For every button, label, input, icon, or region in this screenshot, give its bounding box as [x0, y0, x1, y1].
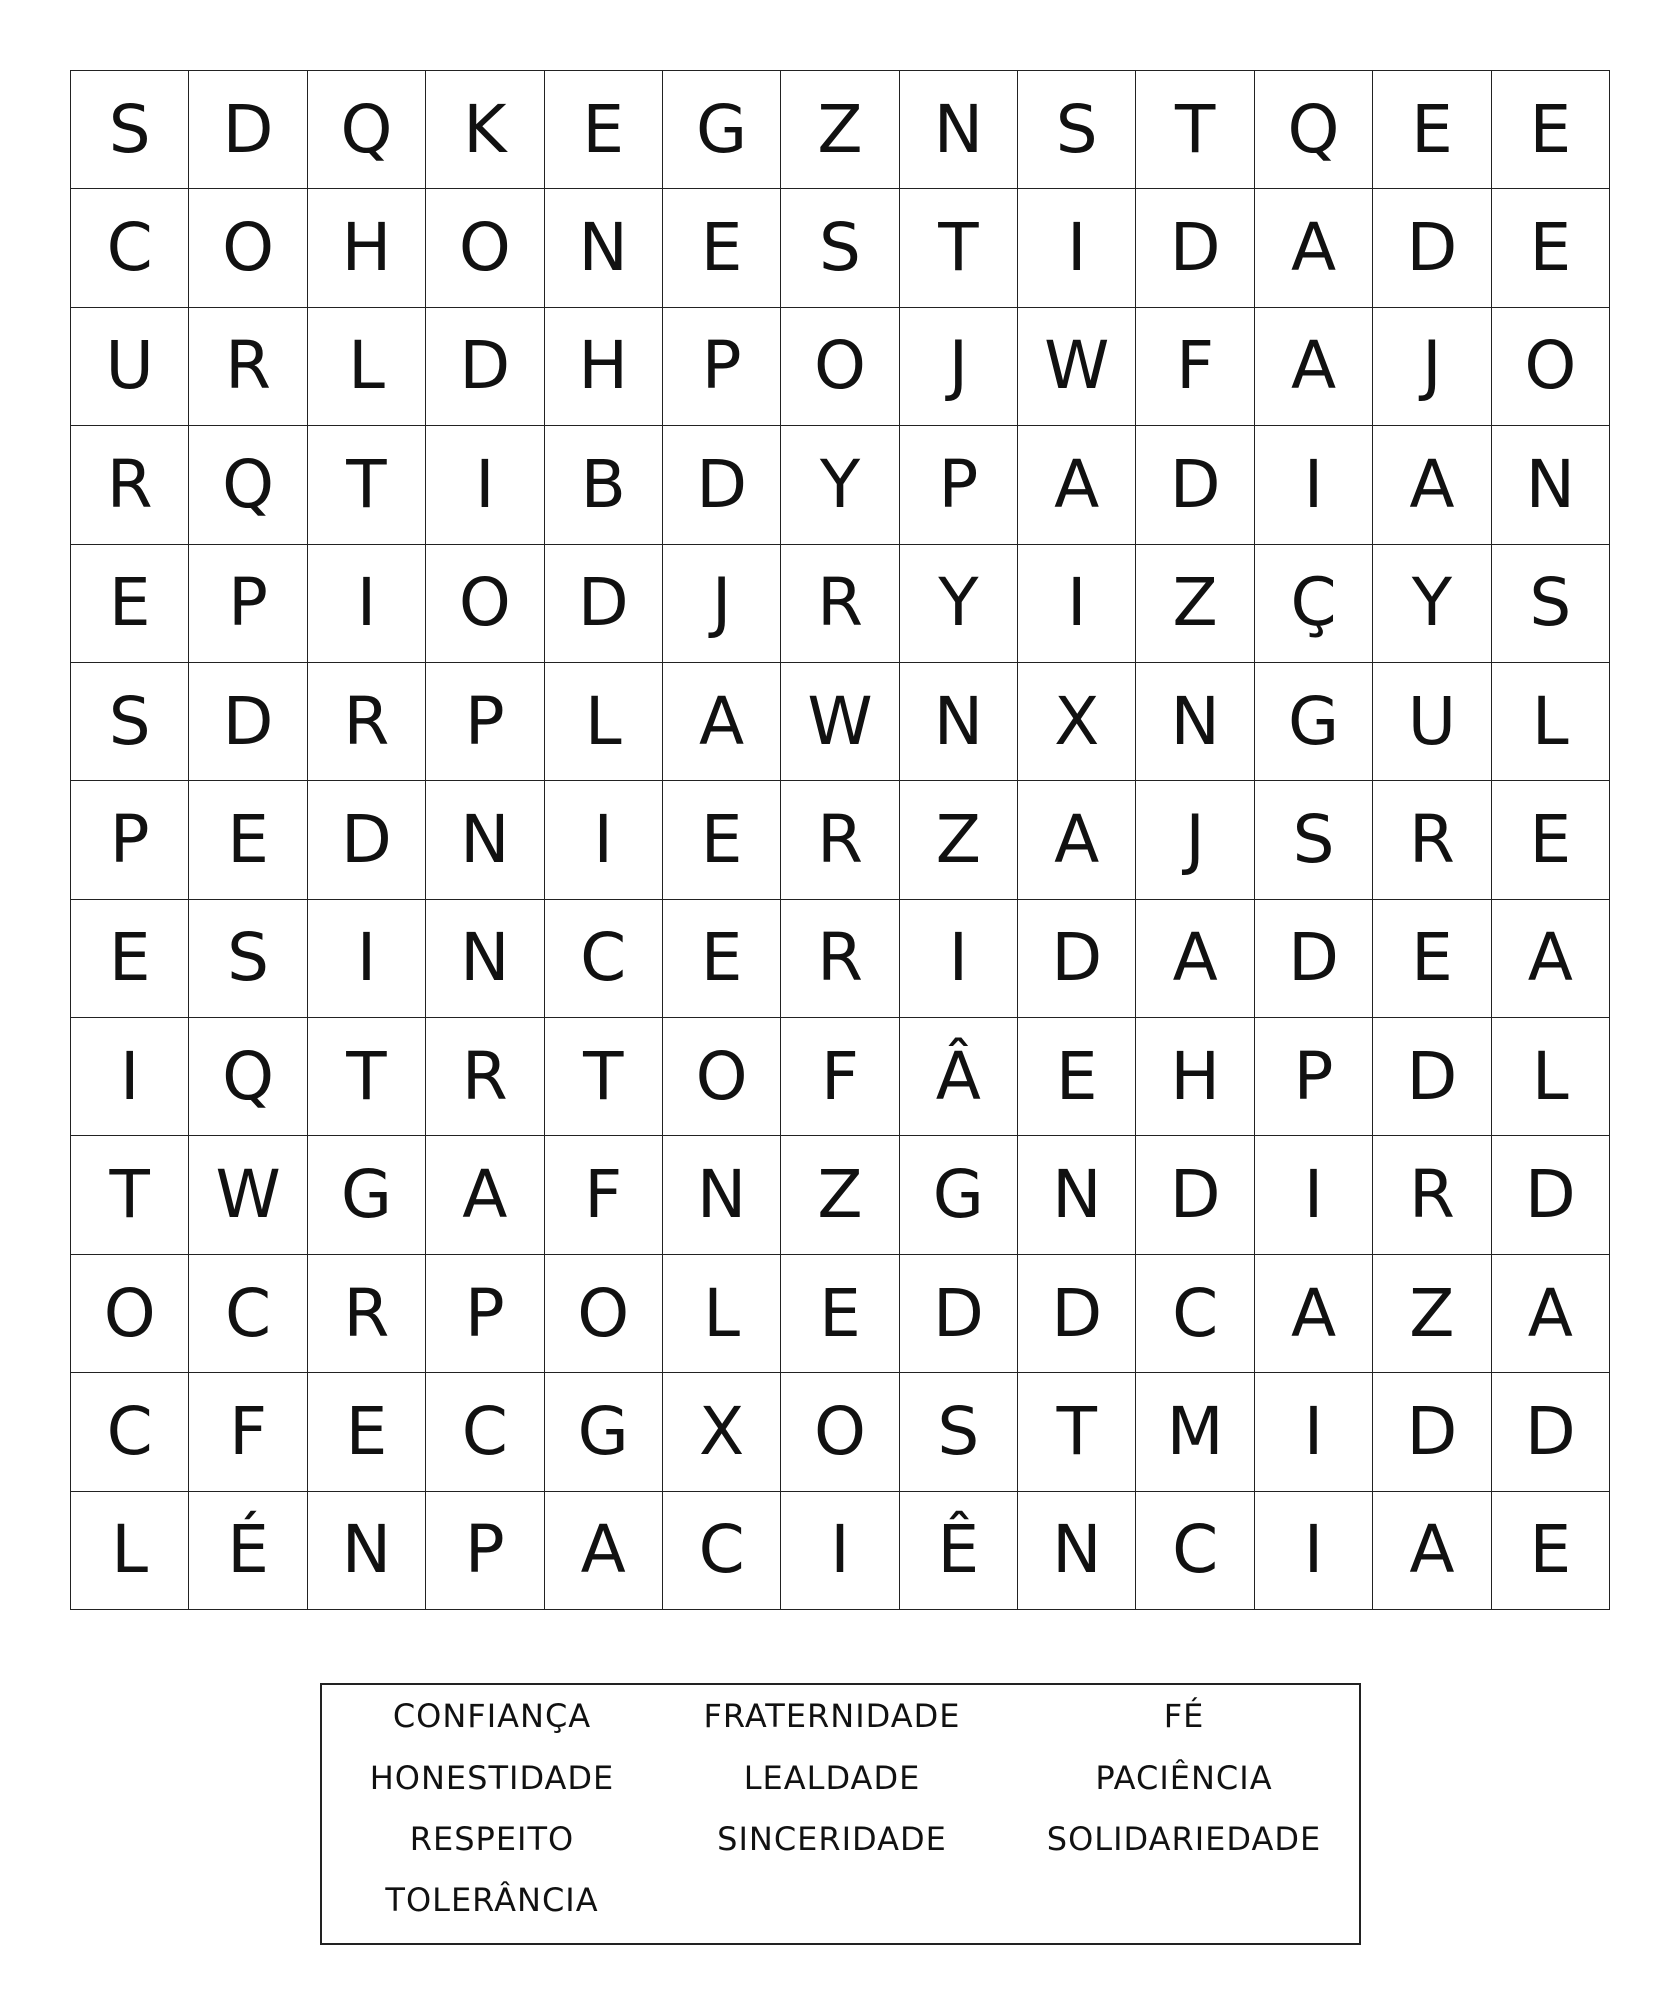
- grid-cell-r7-c1[interactable]: P: [71, 781, 189, 899]
- grid-cell-r13-c12[interactable]: A: [1373, 1492, 1491, 1610]
- grid-cell-r12-c2[interactable]: F: [189, 1373, 307, 1491]
- grid-cell-r5-c5[interactable]: D: [545, 545, 663, 663]
- grid-cell-r9-c6[interactable]: O: [663, 1018, 781, 1136]
- grid-cell-r3-c5[interactable]: H: [545, 308, 663, 426]
- grid-cell-r1-c4[interactable]: K: [426, 71, 544, 189]
- word-list-box: [320, 1683, 1361, 1945]
- grid-cell-r1-c5[interactable]: E: [545, 71, 663, 189]
- grid-cell-r3-c9[interactable]: W: [1018, 308, 1136, 426]
- grid-cell-r11-c5[interactable]: O: [545, 1255, 663, 1373]
- grid-cell-r4-c13[interactable]: N: [1492, 426, 1610, 544]
- grid-cell-r2-c5[interactable]: N: [545, 189, 663, 307]
- grid-cell-r4-c2[interactable]: Q: [189, 426, 307, 544]
- grid-cell-r12-c8[interactable]: S: [900, 1373, 1018, 1491]
- grid-cell-r2-c9[interactable]: I: [1018, 189, 1136, 307]
- grid-cell-r1-c8[interactable]: N: [900, 71, 1018, 189]
- grid-cell-r5-c6[interactable]: J: [663, 545, 781, 663]
- grid-cell-r5-c2[interactable]: P: [189, 545, 307, 663]
- grid-cell-r3-c12[interactable]: J: [1373, 308, 1491, 426]
- word-list-item: RESPEITO: [409, 1820, 575, 1858]
- grid-cell-r13-c2[interactable]: É: [189, 1492, 307, 1610]
- grid-cell-r6-c12[interactable]: U: [1373, 663, 1491, 781]
- grid-cell-r2-c12[interactable]: D: [1373, 189, 1491, 307]
- grid-cell-r7-c5[interactable]: I: [545, 781, 663, 899]
- grid-cell-r4-c6[interactable]: D: [663, 426, 781, 544]
- grid-cell-r11-c11[interactable]: A: [1255, 1255, 1373, 1373]
- grid-cell-r13-c6[interactable]: C: [663, 1492, 781, 1610]
- word-search-grid: [70, 70, 1610, 1610]
- grid-cell-r10-c13[interactable]: D: [1492, 1136, 1610, 1254]
- grid-cell-r9-c8[interactable]: Â: [900, 1018, 1018, 1136]
- grid-cell-r3-c11[interactable]: A: [1255, 308, 1373, 426]
- grid-cell-r11-c10[interactable]: C: [1136, 1255, 1254, 1373]
- grid-cell-r8-c7[interactable]: R: [781, 900, 899, 1018]
- grid-cell-r12-c6[interactable]: X: [663, 1373, 781, 1491]
- grid-cell-r12-c3[interactable]: E: [308, 1373, 426, 1491]
- grid-cell-r11-c6[interactable]: L: [663, 1255, 781, 1373]
- grid-cell-r11-c8[interactable]: D: [900, 1255, 1018, 1373]
- grid-cell-r9-c3[interactable]: T: [308, 1018, 426, 1136]
- grid-cell-r5-c8[interactable]: Y: [900, 545, 1018, 663]
- grid-cell-r9-c11[interactable]: P: [1255, 1018, 1373, 1136]
- grid-cell-r10-c4[interactable]: A: [426, 1136, 544, 1254]
- grid-cell-r7-c3[interactable]: D: [308, 781, 426, 899]
- grid-cell-r10-c5[interactable]: F: [545, 1136, 663, 1254]
- grid-cell-r1-c12[interactable]: E: [1373, 71, 1491, 189]
- grid-cell-r13-c4[interactable]: P: [426, 1492, 544, 1610]
- grid-cell-r13-c5[interactable]: A: [545, 1492, 663, 1610]
- grid-cell-r10-c6[interactable]: N: [663, 1136, 781, 1254]
- grid-cell-r11-c12[interactable]: Z: [1373, 1255, 1491, 1373]
- grid-cell-r6-c7[interactable]: W: [781, 663, 899, 781]
- grid-cell-r12-c5[interactable]: G: [545, 1373, 663, 1491]
- grid-cell-r3-c2[interactable]: R: [189, 308, 307, 426]
- grid-cell-r1-c10[interactable]: T: [1136, 71, 1254, 189]
- grid-cell-r2-c4[interactable]: O: [426, 189, 544, 307]
- grid-cell-r3-c3[interactable]: L: [308, 308, 426, 426]
- grid-cell-r2-c8[interactable]: T: [900, 189, 1018, 307]
- word-list-item: PACIÊNCIA: [1095, 1759, 1273, 1797]
- grid-cell-r13-c3[interactable]: N: [308, 1492, 426, 1610]
- grid-cell-r5-c13[interactable]: S: [1492, 545, 1610, 663]
- grid-cell-r6-c10[interactable]: N: [1136, 663, 1254, 781]
- grid-cell-r2-c6[interactable]: E: [663, 189, 781, 307]
- grid-cell-r5-c1[interactable]: E: [71, 545, 189, 663]
- grid-cell-r1-c7[interactable]: Z: [781, 71, 899, 189]
- grid-cell-r8-c13[interactable]: A: [1492, 900, 1610, 1018]
- word-list-item: SINCERIDADE: [717, 1820, 947, 1858]
- grid-cell-r11-c1[interactable]: O: [71, 1255, 189, 1373]
- word-list-item: FRATERNIDADE: [703, 1697, 961, 1735]
- grid-cell-r4-c9[interactable]: A: [1018, 426, 1136, 544]
- grid-cell-r11-c3[interactable]: R: [308, 1255, 426, 1373]
- grid-cell-r9-c10[interactable]: H: [1136, 1018, 1254, 1136]
- grid-cell-r11-c2[interactable]: C: [189, 1255, 307, 1373]
- grid-cell-r6-c1[interactable]: S: [71, 663, 189, 781]
- grid-cell-r5-c7[interactable]: R: [781, 545, 899, 663]
- grid-cell-r5-c9[interactable]: I: [1018, 545, 1136, 663]
- grid-cell-r7-c2[interactable]: E: [189, 781, 307, 899]
- grid-cell-r10-c11[interactable]: I: [1255, 1136, 1373, 1254]
- grid-cell-r1-c13[interactable]: E: [1492, 71, 1610, 189]
- grid-cell-r9-c1[interactable]: I: [71, 1018, 189, 1136]
- grid-cell-r4-c3[interactable]: T: [308, 426, 426, 544]
- grid-cell-r9-c13[interactable]: L: [1492, 1018, 1610, 1136]
- grid-cell-r3-c13[interactable]: O: [1492, 308, 1610, 426]
- grid-cell-r4-c11[interactable]: I: [1255, 426, 1373, 544]
- grid-cell-r10-c1[interactable]: T: [71, 1136, 189, 1254]
- grid-cell-r1-c2[interactable]: D: [189, 71, 307, 189]
- word-list-item: HONESTIDADE: [369, 1759, 615, 1797]
- grid-cell-r11-c9[interactable]: D: [1018, 1255, 1136, 1373]
- grid-cell-r3-c10[interactable]: F: [1136, 308, 1254, 426]
- grid-cell-r1-c11[interactable]: Q: [1255, 71, 1373, 189]
- grid-cell-r3-c4[interactable]: D: [426, 308, 544, 426]
- grid-cell-r2-c1[interactable]: C: [71, 189, 189, 307]
- grid-cell-r9-c12[interactable]: D: [1373, 1018, 1491, 1136]
- grid-cell-r8-c9[interactable]: D: [1018, 900, 1136, 1018]
- grid-cell-r13-c8[interactable]: Ê: [900, 1492, 1018, 1610]
- grid-cell-r11-c13[interactable]: A: [1492, 1255, 1610, 1373]
- grid-cell-r12-c10[interactable]: M: [1136, 1373, 1254, 1491]
- grid-cell-r12-c1[interactable]: C: [71, 1373, 189, 1491]
- grid-cell-r4-c1[interactable]: R: [71, 426, 189, 544]
- grid-cell-r1-c1[interactable]: S: [71, 71, 189, 189]
- grid-cell-r8-c3[interactable]: I: [308, 900, 426, 1018]
- grid-cell-r8-c4[interactable]: N: [426, 900, 544, 1018]
- word-list-item: LEALDADE: [743, 1759, 921, 1797]
- grid-cell-r7-c11[interactable]: S: [1255, 781, 1373, 899]
- grid-cell-r7-c13[interactable]: E: [1492, 781, 1610, 899]
- grid-cell-r5-c11[interactable]: Ç: [1255, 545, 1373, 663]
- grid-cell-r1-c6[interactable]: G: [663, 71, 781, 189]
- grid-cell-r4-c7[interactable]: Y: [781, 426, 899, 544]
- grid-cell-r3-c1[interactable]: U: [71, 308, 189, 426]
- grid-cell-r6-c4[interactable]: P: [426, 663, 544, 781]
- grid-cell-r2-c13[interactable]: E: [1492, 189, 1610, 307]
- grid-cell-r12-c11[interactable]: I: [1255, 1373, 1373, 1491]
- grid-cell-r7-c7[interactable]: R: [781, 781, 899, 899]
- grid-cell-r10-c12[interactable]: R: [1373, 1136, 1491, 1254]
- grid-cell-r5-c4[interactable]: O: [426, 545, 544, 663]
- grid-cell-r7-c9[interactable]: A: [1018, 781, 1136, 899]
- grid-cell-r3-c7[interactable]: O: [781, 308, 899, 426]
- grid-cell-r12-c12[interactable]: D: [1373, 1373, 1491, 1491]
- grid-cell-r7-c12[interactable]: R: [1373, 781, 1491, 899]
- grid-cell-r6-c13[interactable]: L: [1492, 663, 1610, 781]
- grid-cell-r5-c3[interactable]: I: [308, 545, 426, 663]
- grid-cell-r2-c3[interactable]: H: [308, 189, 426, 307]
- grid-cell-r7-c10[interactable]: J: [1136, 781, 1254, 899]
- word-list-item: CONFIANÇA: [392, 1697, 592, 1735]
- grid-cell-r10-c9[interactable]: N: [1018, 1136, 1136, 1254]
- grid-cell-r10-c8[interactable]: G: [900, 1136, 1018, 1254]
- grid-cell-r6-c6[interactable]: A: [663, 663, 781, 781]
- grid-cell-r12-c9[interactable]: T: [1018, 1373, 1136, 1491]
- grid-cell-r11-c7[interactable]: E: [781, 1255, 899, 1373]
- grid-cell-r10-c2[interactable]: W: [189, 1136, 307, 1254]
- grid-cell-r8-c5[interactable]: C: [545, 900, 663, 1018]
- grid-cell-r12-c7[interactable]: O: [781, 1373, 899, 1491]
- grid-cell-r8-c8[interactable]: I: [900, 900, 1018, 1018]
- grid-cell-r6-c11[interactable]: G: [1255, 663, 1373, 781]
- grid-cell-r7-c6[interactable]: E: [663, 781, 781, 899]
- grid-cell-r13-c13[interactable]: E: [1492, 1492, 1610, 1610]
- grid-cell-r8-c6[interactable]: E: [663, 900, 781, 1018]
- grid-cell-r12-c4[interactable]: C: [426, 1373, 544, 1491]
- grid-cell-r9-c5[interactable]: T: [545, 1018, 663, 1136]
- grid-cell-r3-c8[interactable]: J: [900, 308, 1018, 426]
- grid-cell-r8-c11[interactable]: D: [1255, 900, 1373, 1018]
- grid-cell-r8-c10[interactable]: A: [1136, 900, 1254, 1018]
- grid-cell-r12-c13[interactable]: D: [1492, 1373, 1610, 1491]
- grid-cell-r9-c9[interactable]: E: [1018, 1018, 1136, 1136]
- grid-cell-r13-c1[interactable]: L: [71, 1492, 189, 1610]
- word-list-item: FÉ: [1163, 1697, 1205, 1735]
- grid-cell-r13-c9[interactable]: N: [1018, 1492, 1136, 1610]
- grid-cell-r10-c7[interactable]: Z: [781, 1136, 899, 1254]
- grid-cell-r10-c10[interactable]: D: [1136, 1136, 1254, 1254]
- grid-cell-r2-c2[interactable]: O: [189, 189, 307, 307]
- word-list-item: TOLERÂNCIA: [385, 1881, 599, 1919]
- grid-cell-r10-c3[interactable]: G: [308, 1136, 426, 1254]
- grid-cell-r4-c4[interactable]: I: [426, 426, 544, 544]
- grid-cell-r8-c1[interactable]: E: [71, 900, 189, 1018]
- grid-cell-r5-c10[interactable]: Z: [1136, 545, 1254, 663]
- grid-cell-r6-c3[interactable]: R: [308, 663, 426, 781]
- grid-cell-r4-c12[interactable]: A: [1373, 426, 1491, 544]
- grid-cell-r4-c5[interactable]: B: [545, 426, 663, 544]
- grid-cell-r6-c5[interactable]: L: [545, 663, 663, 781]
- grid-cell-r9-c7[interactable]: F: [781, 1018, 899, 1136]
- grid-cell-r13-c7[interactable]: I: [781, 1492, 899, 1610]
- grid-cell-r2-c11[interactable]: A: [1255, 189, 1373, 307]
- grid-cell-r13-c10[interactable]: C: [1136, 1492, 1254, 1610]
- grid-cell-r6-c9[interactable]: X: [1018, 663, 1136, 781]
- grid-cell-r1-c3[interactable]: Q: [308, 71, 426, 189]
- grid-cell-r8-c12[interactable]: E: [1373, 900, 1491, 1018]
- grid-cell-r7-c4[interactable]: N: [426, 781, 544, 899]
- grid-cell-r6-c2[interactable]: D: [189, 663, 307, 781]
- grid-cell-r8-c2[interactable]: S: [189, 900, 307, 1018]
- grid-cell-r1-c9[interactable]: S: [1018, 71, 1136, 189]
- word-list-item: SOLIDARIEDADE: [1046, 1820, 1322, 1858]
- grid-cell-r6-c8[interactable]: N: [900, 663, 1018, 781]
- grid-cell-r4-c8[interactable]: P: [900, 426, 1018, 544]
- grid-cell-r4-c10[interactable]: D: [1136, 426, 1254, 544]
- grid-cell-r2-c10[interactable]: D: [1136, 189, 1254, 307]
- grid-cell-r9-c4[interactable]: R: [426, 1018, 544, 1136]
- grid-cell-r9-c2[interactable]: Q: [189, 1018, 307, 1136]
- grid-cell-r11-c4[interactable]: P: [426, 1255, 544, 1373]
- grid-cell-r2-c7[interactable]: S: [781, 189, 899, 307]
- grid-cell-r3-c6[interactable]: P: [663, 308, 781, 426]
- grid-cell-r13-c11[interactable]: I: [1255, 1492, 1373, 1610]
- grid-cell-r5-c12[interactable]: Y: [1373, 545, 1491, 663]
- grid-cell-r7-c8[interactable]: Z: [900, 781, 1018, 899]
